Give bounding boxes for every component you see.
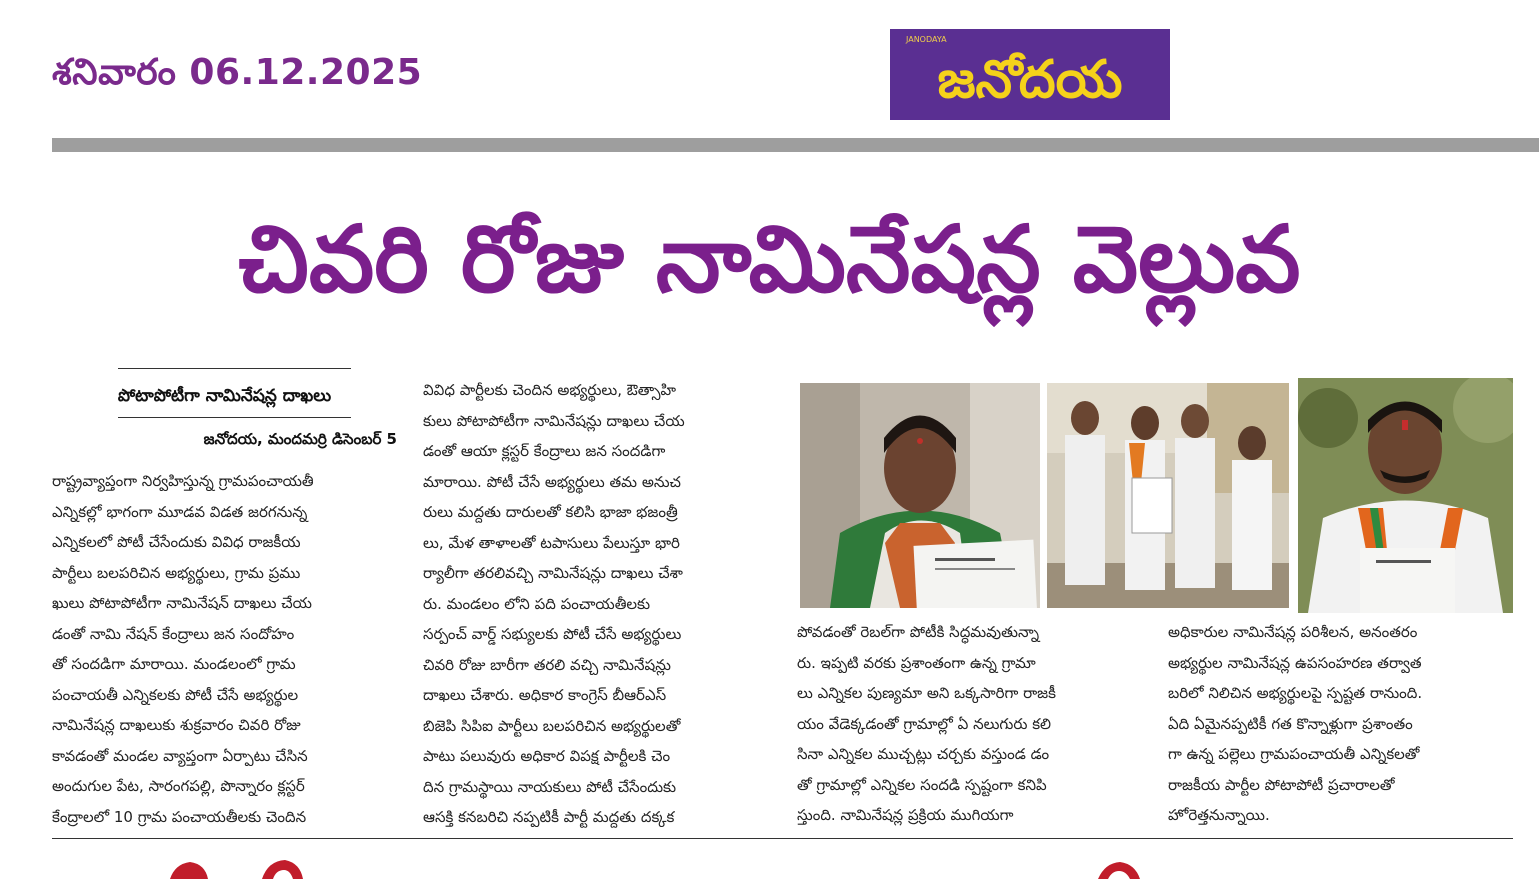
woman-candidate-photo xyxy=(800,383,1040,608)
logo-tagline: JANODAYA xyxy=(906,35,947,44)
text-line: రులు మద్దతు దారులతో కలిసి భాజా భజంత్రీ xyxy=(423,503,678,521)
text-line: అధికారుల నామినేషన్ల పరిశీలన, అనంతరం xyxy=(1168,623,1418,641)
article-column-2 xyxy=(423,375,763,833)
text-line: రాజకీయ పార్టీల పోటాపోటీ ప్రచారాలతో xyxy=(1168,775,1395,794)
article-column-4 xyxy=(1168,617,1513,831)
text-line: మారాయి. పోటీ చేసే అభ్యర్థులు తమ అనుచ xyxy=(423,472,681,491)
text-line: రాష్ట్రవ్యాప్తంగా నిర్వహిస్తున్న గ్రామపంచాయతీ xyxy=(52,472,314,490)
text-line: స్తుంది. నామినేషన్ల ప్రక్రియ ముగియగా xyxy=(797,806,1014,824)
text-line: పంచాయతీ ఎన్నికలకు పోటీ చేసే అభ్యర్థుల xyxy=(52,685,299,704)
text-line: లు, మేళ తాళాలతో టపాసులు పేలుస్తూ భారి xyxy=(423,533,680,552)
text-line: సర్పంచ్ వార్డ్ సభ్యులకు పోటీ చేసే అభ్యర్థులు xyxy=(423,625,682,643)
text-line: ఏది ఏమైనప్పటికీ గత కొన్నాళ్లుగా ప్రశాంతం xyxy=(1168,714,1413,733)
subheading-bottom-rule xyxy=(118,417,351,418)
text-line: డంతో ఆయా క్లస్టర్ కేంద్రాలు జన సందడిగా xyxy=(423,442,666,460)
text-line: బరిలో నిలిచిన అభ్యర్థులపై స్పష్టత రానుంది. xyxy=(1168,684,1423,702)
text-line: ఎన్నికలలో పోటీ చేసేందుకు వివిధ రాజకీయ xyxy=(52,533,301,551)
text-line: కావడంతో మండల వ్యాప్తంగా ఏర్పాటు చేసిన xyxy=(52,746,308,765)
newspaper-logo xyxy=(890,29,1170,120)
article-dateline: జనోదయ, మందమర్రి డిసెంబర్ 5 xyxy=(203,430,397,448)
woman-candidate-illustration xyxy=(800,383,1040,608)
issue-date: శనివారం 06.12.2025 xyxy=(52,52,423,93)
text-line: గా ఉన్న పల్లెలు గ్రామపంచాయతీ ఎన్నికలతో xyxy=(1168,745,1420,763)
masthead-divider xyxy=(52,138,1539,152)
text-line: ఆసక్తి కనబరిచి నప్పటికీ పార్టీ మద్దతు దక్కక xyxy=(423,808,675,826)
next-headline-fragment xyxy=(0,858,1539,879)
text-line: డంతో నామి నేషన్ కేంద్రాలు జన సందోహం xyxy=(52,624,295,643)
text-line: చివరి రోజు బారీగా తరలి వచ్చి నామినేషన్లు xyxy=(423,655,671,674)
text-line: పాటు పలువురు అధికార విపక్ష పార్టీలకి చెం xyxy=(423,747,671,765)
man-candidate-illustration xyxy=(1298,378,1513,613)
article-column-1 xyxy=(52,466,397,832)
next-headline-shapes xyxy=(0,858,1539,879)
article-column-3 xyxy=(797,617,1142,831)
text-line: పోవడంతో రెబల్‌గా పోటీకి సిద్ధమవుతున్నా xyxy=(797,623,1040,641)
group-nomination-photo xyxy=(1047,383,1289,608)
text-line: లు ఎన్నికల పుణ్యమా అని ఒక్కసారిగా రాజకీ xyxy=(797,684,1056,702)
text-line: కులు పోటాపోటీగా నామినేషన్లు దాఖలు చేయ xyxy=(423,411,685,430)
text-line: ఎన్నికల్లో భాగంగా మూడవ విడత జరగనున్న xyxy=(52,502,308,521)
text-line: వివిధ పార్టీలకు చెందిన అభ్యర్థులు, ఔత్సాహి xyxy=(423,381,677,399)
text-line: రు. ఇప్పటి వరకు ప్రశాంతంగా ఉన్న గ్రామా xyxy=(797,653,1036,672)
text-line: హోరెత్తనున్నాయి. xyxy=(1168,806,1270,824)
text-line: ఖులు పోటాపోటీగా నామినేషన్ దాఖలు చేయ xyxy=(52,594,312,612)
text-line: తో సందడిగా మారాయి. మండలంలో గ్రామ xyxy=(52,655,296,673)
group-nomination-illustration xyxy=(1047,383,1289,608)
text-line: సినా ఎన్నికల ముచ్చట్లు చర్చకు వస్తుండ డం xyxy=(797,745,1050,763)
text-line: తో గ్రామాల్లో ఎన్నికల సందడి స్పష్టంగా కనిపి xyxy=(797,775,1047,794)
article-headline: చివరి రోజు నామినేషన్ల వెల్లువ xyxy=(238,206,1301,313)
text-line: నామినేషన్ల దాఖలుకు శుక్రవారం చివరి రోజు xyxy=(52,716,301,734)
article-bottom-rule xyxy=(52,838,1513,839)
text-line: దిన గ్రామస్థాయి నాయకులు పోటీ చేసేందుకు xyxy=(423,777,677,796)
text-line: దాఖలు చేశారు. అధికార కాంగ్రెస్ బీఆర్ఎస్ xyxy=(423,686,667,704)
text-line: బిజెపి సిపిఐ పార్టీలు బలపరిచిన అభ్యర్థులతో xyxy=(423,716,681,735)
text-line: కేంద్రాలలో 10 గ్రామ పంచాయతీలకు చెందిన xyxy=(52,807,307,826)
text-line: అందుగుల పేట, సారంగపల్లి, పొన్నారం క్లస్టర్ xyxy=(52,777,305,795)
man-candidate-photo xyxy=(1298,378,1513,613)
text-line: రు. మండలం లోని పది పంచాయతీలకు xyxy=(423,594,651,613)
subheading-top-rule xyxy=(118,368,351,369)
logo-name: జనోదయ xyxy=(937,50,1123,110)
article-subheading: పోటాపోటీగా నామినేషన్ల దాఖలు xyxy=(117,386,332,406)
text-line: అభ్యర్థుల నామినేషన్ల ఉపసంహరణ తర్వాత xyxy=(1168,653,1422,672)
text-line: పార్టీలు బలపరిచిన అభ్యర్థులు, గ్రామ ప్రము xyxy=(52,563,301,582)
text-line: ర్యాలీగా తరలివచ్చి నామినేషన్లు దాఖలు చేశా xyxy=(423,564,683,582)
text-line: యం వేడెక్కడంతో గ్రామాల్లో ఏ నలుగురు కలి xyxy=(797,714,1052,733)
